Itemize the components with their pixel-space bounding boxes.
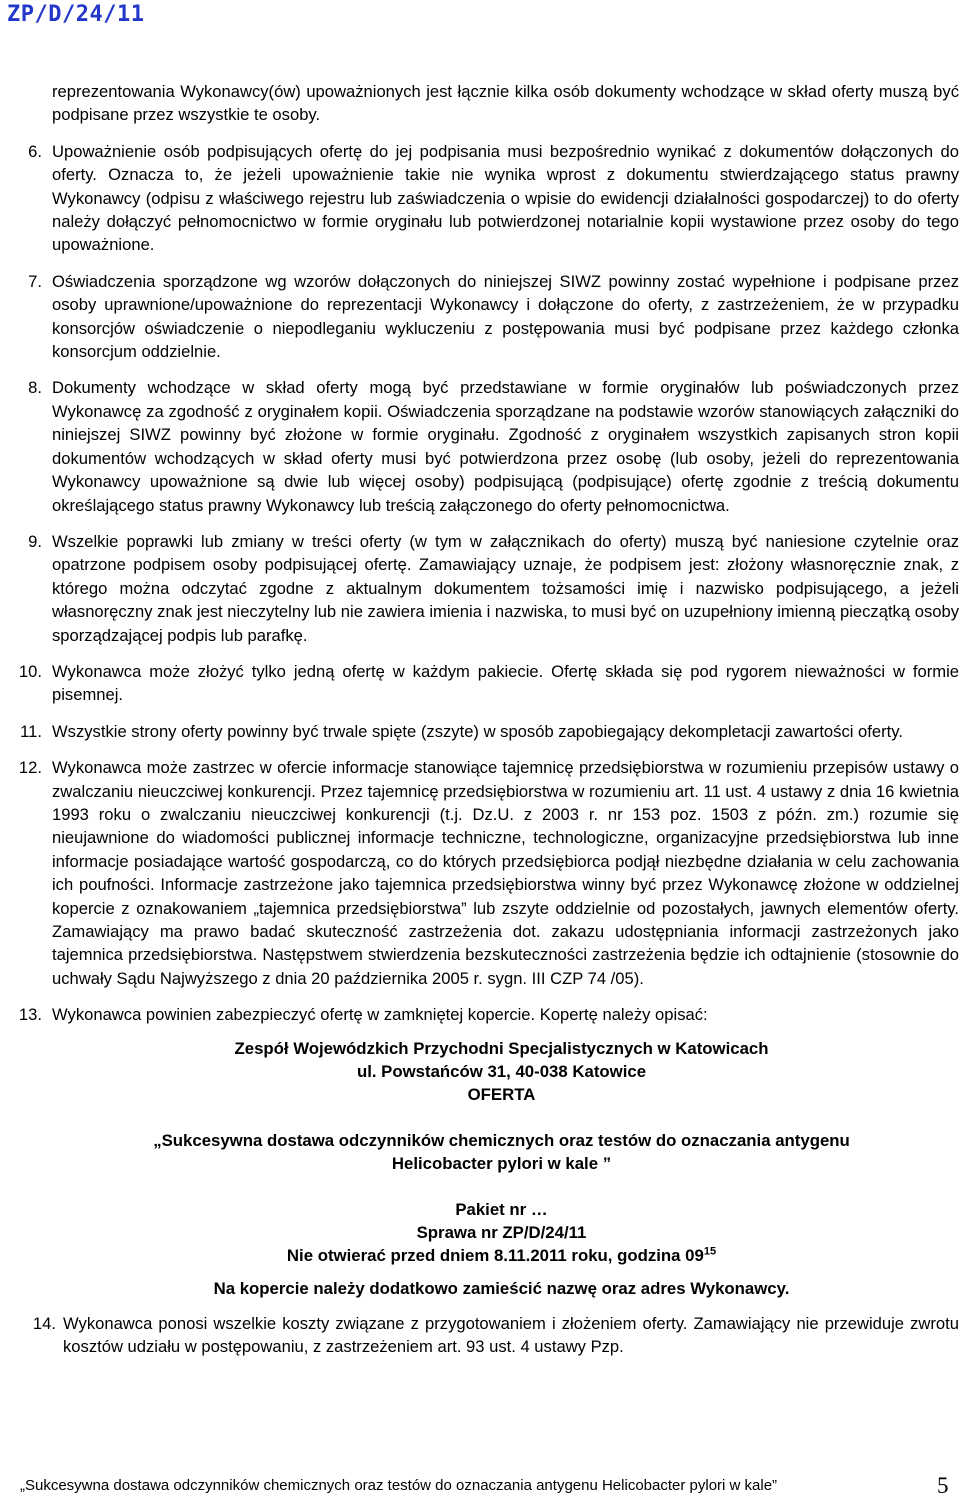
- envelope-addressee: Zespół Wojewódzkich Przychodni Specjalistycznych w Katowicach: [234, 1038, 769, 1058]
- list-item-7: [28, 270, 959, 364]
- list-number: 9.: [28, 531, 42, 551]
- envelope-case-number: Sprawa nr ZP/D/24/11: [416, 1222, 587, 1242]
- list-item-10: [18, 660, 959, 707]
- list-item-text: Dokumenty wchodzące w skład oferty mogą być przedstawiane w formie oryginałów lub poświadczonych przez Wykonawcę za zgodność z oryginałem kopii. Oświadczenia sporządzane na podstawie wzorów stanowiących załączniki do niniejszej SIWZ powinny być złożone w formie oryginału. Zgodność z oryginałem wszystkich zapisanych stron kopii dokumentów wchodzących w skład oferty musi być potwierdzona przez osobę (lub osoby, jeżeli do reprezentowania Wykonawcy upoważnione są dwie lub więcej osoby) podpisującą (podpisujące) ofertę zgodnie z treścią dokumentu określającego status prawny Wykonawcy lub treścią załączonego do oferty pełnomocnictwa.: [52, 378, 959, 515]
- list-number: 14.: [32, 1313, 56, 1333]
- envelope-offer-label: OFERTA: [467, 1084, 536, 1104]
- hour-superscript: 15: [703, 1245, 717, 1258]
- list-item-text: Wykonawca powinien zabezpieczyć ofertę w zamkniętej kopercie. Kopertę należy opisać:: [52, 1005, 708, 1025]
- list-item-13: [18, 1003, 959, 1026]
- list-item-11: [20, 720, 959, 743]
- list-number: 10.: [18, 661, 42, 681]
- envelope-address: ul. Powstańców 31, 40-038 Katowice: [356, 1061, 647, 1081]
- envelope-note: Na kopercie należy dodatkowo zamieścić nazwę oraz adres Wykonawcy.: [213, 1278, 790, 1298]
- list-item-text: Wykonawca może zastrzec w ofercie informacje stanowiące tajemnicę przedsiębiorstwa w rozumieniu przepisów ustawy o zwalczaniu nieuczciwej konkurencji. Przez tajemnicę przedsiębiorstwa w rozumieniu art. 11 ust. 4 ustawy z dnia 16 kwietnia 1993 roku o zwalczaniu nieuczciwej konkurencji (t.j. Dz.U. z 2003 r. nr 153 poz. 1503 z późn. zm.) rozumie się nieujawnione do wiadomości publicznej informacje techniczne, technologiczne, organizacyjne przedsiębiorstwa lub inne informacje posiadające wartość gospodarczą, co do których przedsiębiorca podjął niezbędne działania w celu zachowania ich poufności. Informacje zastrzeżone jako tajemnica przedsiębiorstwa winny być przez Wykonawcę złożone w oddzielnej kopercie z oznakowaniem „tajemnica przedsiębiorstwa” lub zszyte oddzielnie od pozostałych, jawnych elementów oferty. Zamawiający ma prawo badać skuteczność zastrzeżenia dot. zakazu udostępniania informacji zastrzeżonych jako tajemnica przedsiębiorstwa. Następstwem stwierdzenia bezskuteczności zastrzeżenia będzie ich odtajnienie (stosownie do uchwały Sądu Najwyższego z dnia 20 października 2005 r. sygn. III CZP 74 /05).: [52, 758, 959, 988]
- list-number: 7.: [28, 271, 42, 291]
- list-item-text: Upoważnienie osób podpisujących ofertę do jej podpisania musi bezpośrednio wynikać z dokumentów dołączonych do oferty. Oznacza to, że jeżeli upoważnienie takie nie wynika wprost z dokumentu stwierdzającego status prawny Wykonawcy (odpisu z właściwego rejestru lub zaświadczenia o wpisie do ewidencji działalności gospodarczej) to do oferty należy dołączyć pełnomocnictwo w formie oryginału lub potwierdzonej notarialnie kopii wystawione przez osoby do tego upoważnione.: [52, 141, 959, 255]
- envelope-subject-line1: „Sukcesywna dostawa odczynników chemicznych oraz testów do oznaczania antygenu: [153, 1130, 850, 1150]
- list-number: 13.: [18, 1005, 42, 1025]
- list-item-text: Wszystkie strony oferty powinny być trwale spięte (zszyte) w sposób zapobiegający dekompletacji zawartości oferty.: [52, 721, 903, 741]
- intro-text: reprezentowania Wykonawcy(ów) upoważnionych jest łącznie kilka osób dokumenty wchodzące w skład oferty muszą być podpisane przez wszystkie te osoby.: [52, 82, 959, 125]
- document-body: [18, 80, 959, 1371]
- envelope-label: [0, 1037, 960, 1300]
- list-item-text: Wykonawca może złożyć tylko jedną ofertę w każdym pakiecie. Ofertę składa się pod rygorem nieważności w formie pisemnej.: [52, 661, 959, 705]
- envelope-subject-line2: Helicobacter pylori w kale ”: [391, 1153, 612, 1173]
- envelope-do-not-open: Nie otwierać przed dniem 8.11.2011 roku, godzina $09^{15}$: [286, 1245, 717, 1265]
- list-item-text: Wszelkie poprawki lub zmiany w treści oferty (w tym w załącznikach do oferty) muszą być naniesione czytelnie oraz opatrzone podpisem osoby podpisującej ofertę. Zamawiający uznaje, że podpisem jest: złożony własnoręcznie znak, z którego można odczytać zgodne z aktualnym dokumentem tożsamości imię i nazwisko podpisującego, a jeżeli własnoręczny znak jest nieczytelny lub nie zawiera imienia i nazwiska, to musi być on uzupełniony imienną pieczątką osoby sporządzającej podpis lub parafkę.: [52, 531, 959, 645]
- list-item-8: [28, 376, 959, 516]
- list-number: 11.: [20, 721, 42, 741]
- envelope-package: Pakiet nr …: [455, 1199, 548, 1219]
- list-number: 12.: [18, 758, 42, 778]
- list-number: 8.: [28, 378, 42, 398]
- list-number: 6.: [28, 141, 42, 161]
- document-code-header: ZP/D/24/11: [7, 2, 145, 27]
- list-item-12: [18, 756, 959, 990]
- list-item-text: Oświadczenia sporządzone wg wzorów dołączonych do niniejszej SIWZ powinny zostać wypełnione i podpisane przez osoby uprawnione/upoważnione do reprezentacji Wykonawcy i dołączone do oferty, z zastrzeżeniem, że w przypadku konsorcjów oświadczenie o niepodleganiu wykluczeniu z postępowania musi być podpisane przez każdego członka konsorcjum oddzielnie.: [52, 271, 959, 362]
- list-item-9: [28, 530, 959, 647]
- page-number: 5: [937, 1473, 949, 1498]
- list-item-6: [28, 140, 959, 257]
- list-item-14: [32, 1312, 959, 1359]
- intro-paragraph: [52, 80, 959, 127]
- list-item-text: Wykonawca ponosi wszelkie koszty związane z przygotowaniem i złożeniem oferty. Zamawiający nie przewiduje zwrotu kosztów udziału w postępowaniu, z zastrzeżeniem art. 93 ust. 4 ustawy Pzp.: [63, 1313, 959, 1357]
- footer-title: „Sukcesywna dostawa odczynników chemicznych oraz testów do oznaczania antygenu Helicobacter pylori w kale”: [20, 1477, 778, 1494]
